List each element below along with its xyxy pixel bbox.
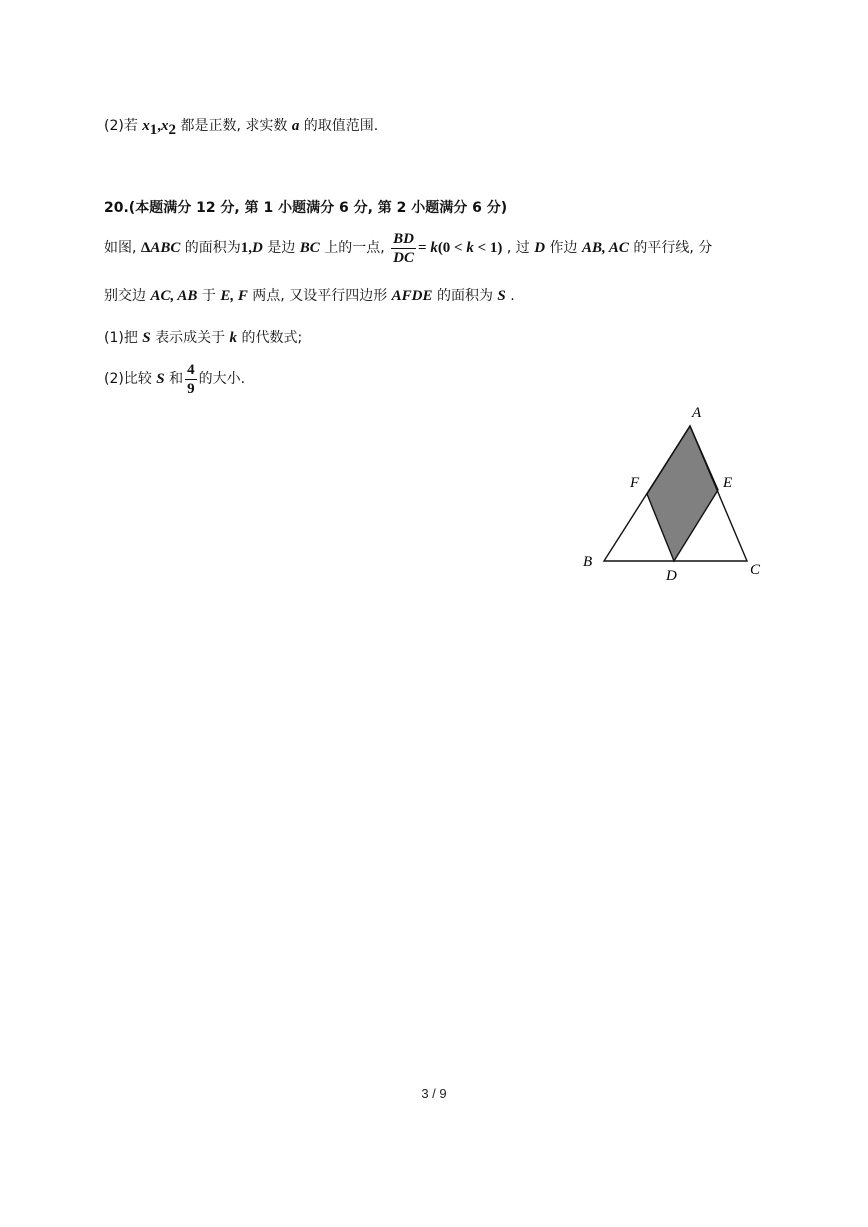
text: 的平行线, 分 — [628, 240, 713, 256]
equals-sign: = — [418, 240, 431, 256]
label-c: C — [750, 562, 761, 578]
point-d: D — [534, 240, 546, 256]
label-d: D — [666, 568, 677, 584]
fraction-numerator: 4 — [187, 361, 195, 378]
text: 两点, 又设平行四边形 — [247, 288, 392, 304]
text: 是边 — [262, 240, 300, 256]
condition-close: < 1) — [473, 240, 503, 256]
var-k: k — [229, 330, 238, 346]
area-value: 1, — [240, 240, 253, 256]
condition-open: (0 < — [437, 240, 467, 256]
sub-question-1 — [104, 328, 302, 348]
text: 的代数式; — [237, 330, 303, 346]
text: . — [505, 288, 515, 304]
label-a: A — [692, 405, 702, 421]
text: 的大小. — [198, 371, 246, 387]
text: 别交边 — [104, 288, 151, 304]
var-k: k — [466, 240, 474, 256]
delta-symbol: Δ — [140, 240, 151, 256]
var-x2-subscript: 2 — [168, 121, 177, 138]
parallelogram-afde: AFDE — [391, 288, 433, 304]
sub-question-2 — [104, 360, 245, 398]
var-x1-subscript: 1 — [149, 121, 158, 138]
label-b: B — [583, 554, 593, 570]
prev-question-prefix: (2)若 — [104, 118, 143, 134]
var-a: a — [291, 118, 300, 134]
text: (1)把 — [104, 330, 143, 346]
text: 和 — [164, 371, 184, 387]
prev-question-line — [104, 116, 378, 140]
side-bc: BC — [299, 240, 320, 256]
text: 的面积为 — [432, 288, 498, 304]
points-e-f: E, F — [220, 288, 248, 304]
fraction-denominator: 9 — [187, 380, 195, 397]
parallelogram-afde-fill — [647, 426, 718, 561]
text: 于 — [197, 288, 221, 304]
problem-statement-line-2 — [104, 286, 515, 306]
fraction-4-9 — [185, 361, 197, 398]
label-f: F — [630, 475, 640, 491]
fraction-bd-dc — [391, 230, 416, 267]
var-s: S — [156, 371, 165, 387]
page-number: 3 / 9 — [421, 1086, 447, 1101]
text: 表示成关于 — [150, 330, 230, 346]
var-s: S — [142, 330, 151, 346]
triangle-abc: ABC — [150, 240, 181, 256]
var-s: S — [497, 288, 506, 304]
text: (2)比较 — [104, 371, 157, 387]
var-x1: x — [142, 118, 150, 134]
prev-question-text-end: 的取值范围. — [299, 118, 379, 134]
text: 上的一点, — [319, 240, 390, 256]
fraction-denominator: DC — [393, 249, 414, 266]
text: 的面积为 — [180, 240, 241, 256]
sides-ab-ac: AB, AC — [581, 240, 629, 256]
point-d: D — [252, 240, 263, 256]
problem-heading: 20.(本题满分 12 分, 第 1 小题满分 6 分, 第 2 小题满分 6 分) — [104, 200, 508, 216]
fraction-numerator: BD — [393, 230, 414, 247]
prev-question-text: 都是正数, 求实数 — [176, 118, 292, 134]
var-x2: x — [161, 118, 169, 134]
text: , 过 — [502, 240, 535, 256]
text: 作边 — [545, 240, 582, 256]
var-k: k — [430, 240, 438, 256]
text: 如图, — [104, 240, 141, 256]
label-e: E — [723, 475, 733, 491]
sides-ac-ab: AC, AB — [150, 288, 198, 304]
comma: , — [157, 118, 162, 134]
problem-statement-line-1 — [104, 229, 712, 267]
triangle-figure — [570, 398, 770, 588]
